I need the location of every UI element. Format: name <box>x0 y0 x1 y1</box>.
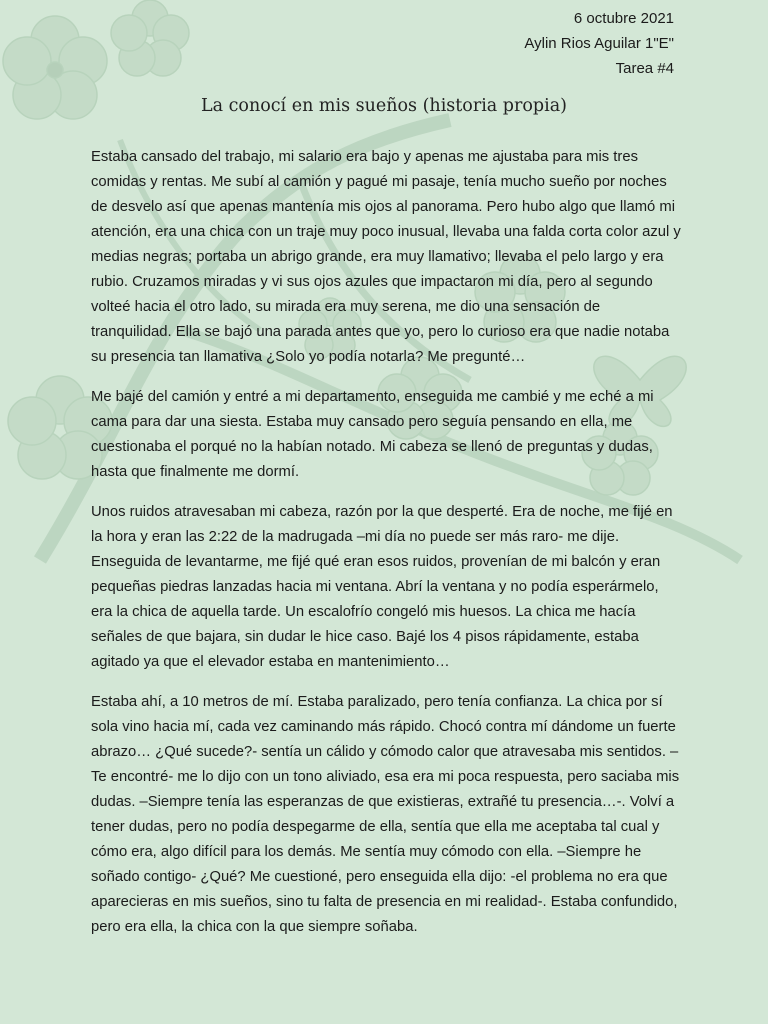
paragraph: Me bajé del camión y entré a mi departamento, enseguida me cambié y me eché a mi cama para dar una siesta. Estaba muy cansado pero seguía pensando en ella, me cuestionaba el porqué no la habían notado. Mi cabeza se llenó de preguntas y dudas, hasta que finalmente me dormí. <box>91 389 654 480</box>
document-header <box>524 6 674 81</box>
paragraph: Estaba cansado del trabajo, mi salario era bajo y apenas me ajustaba para mis tres comidas y rentas. Me subí al camión y pagué mi pasaje, tenía mucho sueño por noches de desvelo así que apenas mantenía mis ojos al panorama. Pero hubo algo que llamó mi atención, era una chica con un traje muy poco inusual, llevaba una falda corta color azul y medias negras; portaba un abrigo grande, era muy llamativo; llevaba el pelo largo y era rubio. Cruzamos miradas y vi sus ojos azules que impactaron mi día, pero al segundo volteé hacia el otro lado, su mirada era muy serena, me dio una sensación de tranquilidad. Ella se bajó una parada antes que yo, pero lo curioso era que nadie notaba su presencia tan llamativa ¿Solo yo podía notarla? Me pregunté… <box>91 149 681 365</box>
document-title: La conocí en mis sueños (historia propia) <box>201 96 567 116</box>
header-date: 6 octubre 2021 <box>573 10 674 27</box>
paragraph: Estaba ahí, a 10 metros de mí. Estaba paralizado, pero tenía confianza. La chica por sí sola vino hacia mí, cada vez caminando más rápido. Chocó contra mí dándome un fuerte abrazo… ¿Qué sucede?- sentía un cálido y cómodo calor que atravesaba mis sentidos. –Te encontré- me lo dijo con un tono aliviado, esa era mi poca respuesta, pero saciaba mis dudas. –Siempre tenía las esperanzas de que existieras, extrañé tu presencia…-. Volví a tener dudas, pero no podía despegarme de ella, sentía que ella me aceptaba tal cual y cómo era, algo difícil para los demás. Me sentía muy cómodo con ella. –Siempre he soñado contigo- ¿Qué? Me cuestioné, pero enseguida ella dijo: -el problema no era que aparecieras en mis sueños, sino tu falta de presencia en mi realidad-. Estaba confundido, pero era ella, la chica con la que siempre soñaba. <box>91 694 680 935</box>
document-body <box>91 145 681 955</box>
header-assignment: Tarea #4 <box>615 60 674 77</box>
header-author: Aylin Rios Aguilar 1"E" <box>524 35 674 52</box>
paragraph: Unos ruidos atravesaban mi cabeza, razón por la que desperté. Era de noche, me fijé en la hora y eran las 2:22 de la madrugada –mi día no puede ser más raro- me dije. Enseguida de levantarme, me fijé qué eran esos ruidos, provenían de mi balcón y eran pequeñas piedras lanzadas hacia mi ventana. Abrí la ventana y no podía esperármelo, era la chica de aquella tarde. Un escalofrío congeló mis huesos. La chica me hacía señales de que bajara, sin dudar le hice caso. Bajé los 4 pisos rápidamente, estaba agitado ya que el elevador estaba en mantenimiento… <box>91 504 673 670</box>
